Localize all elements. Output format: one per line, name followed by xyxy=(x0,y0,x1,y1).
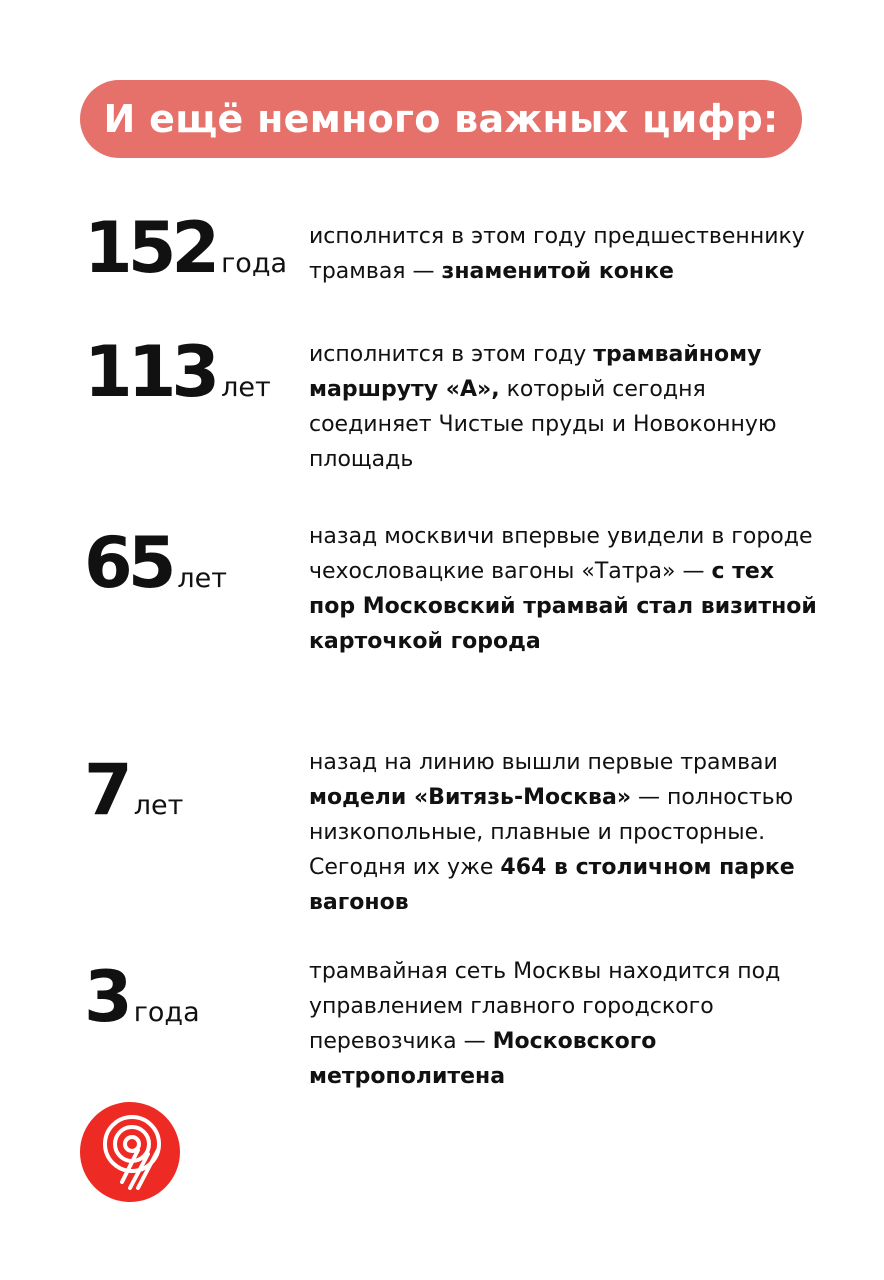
fact-text: назад москвичи впервые увидели в городе чехословацкие вагоны «Татра» — xyxy=(309,524,813,584)
fact-number xyxy=(84,956,200,1038)
fact-text: трамвайная сеть Москвы находится под управлением главного городского перевозчика — xyxy=(309,959,781,1054)
fact-text-bold: с тех пор Московский трамвай стал визитной карточкой города xyxy=(309,559,817,654)
fact-number xyxy=(84,207,288,289)
fact-text-bold: трамвайному маршруту «А», xyxy=(309,342,762,402)
fact-value: 7 xyxy=(84,749,128,831)
fact-number xyxy=(84,522,228,604)
fact-description xyxy=(309,337,819,477)
fact-text: исполнится в этом году предшественнику трамвая — xyxy=(309,224,805,284)
fact-text: назад на линию вышли первые трамваи xyxy=(309,750,778,775)
fact-value: 113 xyxy=(84,331,216,413)
fact-text: который сегодня соединяет Чистые пруды и Новоконную площадь xyxy=(309,377,777,472)
fact-text: исполнится в этом году xyxy=(309,342,594,367)
fact-description xyxy=(309,745,819,920)
fact-unit: года xyxy=(221,248,288,279)
fact-text-bold: знаменитой конке xyxy=(441,259,674,284)
fact-unit: года xyxy=(133,997,200,1028)
fact-text: — полностью низкопольные, плавные и просторные. Сегодня их уже xyxy=(309,785,794,880)
fact-text-bold: модели «Витязь-Москва» xyxy=(309,785,632,810)
header-banner xyxy=(80,80,802,158)
moscow-transport-logo-icon xyxy=(80,1102,180,1202)
fact-unit: лет xyxy=(177,563,228,594)
fact-description xyxy=(309,519,819,659)
fact-text-bold: Московского метрополитена xyxy=(309,1029,657,1089)
fact-number xyxy=(84,331,271,413)
fact-text-bold: 464 в столичном парке вагонов xyxy=(309,855,795,915)
logo-glyph xyxy=(80,1102,180,1202)
fact-description xyxy=(309,219,819,289)
fact-value: 152 xyxy=(84,207,216,289)
page-title: И ещё немного важных цифр: xyxy=(103,97,779,141)
fact-number xyxy=(84,749,184,831)
fact-unit: лет xyxy=(133,790,184,821)
fact-unit: лет xyxy=(221,372,271,403)
fact-value: 3 xyxy=(84,956,128,1038)
fact-description xyxy=(309,954,819,1094)
fact-value: 65 xyxy=(84,522,172,604)
